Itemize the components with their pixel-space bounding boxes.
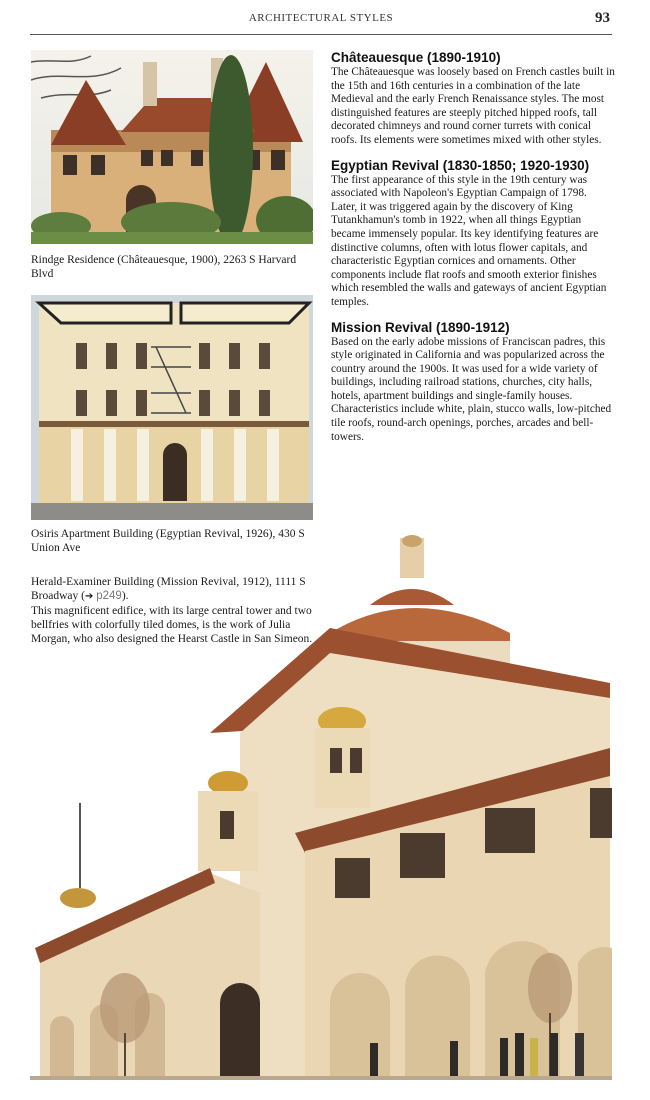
arrow-right-icon: ➔ [84,591,94,602]
rindge-residence-photo [31,50,313,244]
running-head [30,12,612,35]
section-title: ARCHITECTURAL STYLES [248,12,394,24]
section-heading: Egyptian Revival (1830-1850; 1920-1930) [331,157,590,173]
section-heading: Mission Revival (1890-1912) [331,319,510,335]
section-body: Based on the early adobe missions of Franciscan padres, this style originated in California and was popularized across the country around the 1900s. It was used for a wide variety of buildings, including railroad stations, churches, city halls, hotels, apartment buildings and single-family houses. Characteristics include white, plain, stucco walls, low-pitched tile roofs, round-arch openings, porches, arcades and bell-towers. [331,335,612,443]
page-number: 93 [595,10,610,26]
page-reference-link[interactable]: p249 [96,590,122,602]
herald-caption-start: Herald-Examiner Building (Mission Revival, 1912), 1111 S Broadway ( [31,576,306,602]
text-column [331,50,615,454]
herald-caption-rest: This magnificent edifice, with its large central tower and two bellfries with colorfully tiled domes, is the work of Julia Morgan, who also designed the Hearst Castle in San Simeon. [31,605,313,645]
herald-examiner-photo [30,533,612,1080]
osiris-caption: Osiris Apartment Building (Egyptian Revival, 1926), 430 S Union Ave [31,528,305,554]
section-egyptian-revival [331,158,615,310]
section-mission-revival [331,320,615,445]
section-heading: Châteauesque (1890-1910) [331,50,501,65]
rindge-caption: Rindge Residence (Châteauesque, 1900), 2263 S Harvard Blvd [31,254,297,280]
section-body: The Châteauesque was loosely based on French castles built in the 15th and 16th centuries in a combination of the late Medieval and the early French Renaissance styles. The most distinguished features are steeply pitched hipped roofs, tall decorated chimneys and round corner turrets with conical roofs. Its elements were sometimes mixed with other styles. [331,66,615,146]
section-body: The first appearance of this style in the 19th century was associated with Napoleon's Egyptian Campaign of 1798. Later, it was triggered again by the discovery of King Tutankhamun's tomb in 1922, when all things Egyptian became immensely popular. Its key identifying features are distinctive columns, often with lotus flower capitals, and characteristic Egyptian cornices and ornaments. Other components include flat roofs and smooth exterior finishes which resembled the walls and gateways of ancient Egyptian temples. [331,173,607,308]
osiris-apartment-photo [31,295,313,520]
herald-caption-close: ). [121,590,129,602]
section-chateauesque [331,50,615,148]
